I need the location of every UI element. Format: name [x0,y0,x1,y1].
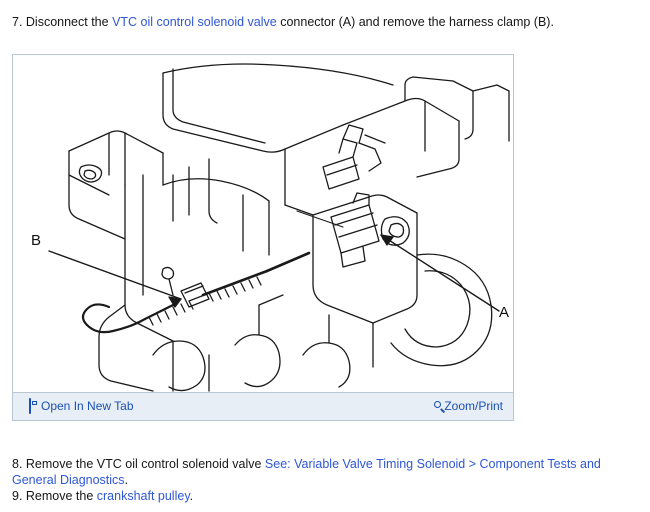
variable-valve-timing-solenoid-link[interactable]: See: Variable Valve Timing Solenoid > Component Tests and General Diagnostics [12,457,601,487]
step-7-prefix: 7. Disconnect the [12,15,113,29]
step-8-prefix: 8. Remove the VTC oil control solenoid valve [12,457,265,471]
new-tab-icon [23,400,36,413]
step-7-suffix: connector (A) and remove the harness clamp (B). [276,15,554,29]
vtc-solenoid-link[interactable]: VTC oil control solenoid valve [112,15,277,29]
figure-image[interactable] [13,55,513,392]
figure-container [12,54,514,421]
step-8-text [12,456,640,488]
open-in-new-tab-label: Open In New Tab [41,399,134,413]
figure-toolbar [13,392,513,420]
step-9-prefix: 9. Remove the [12,489,97,503]
callout-label-a: A [499,304,510,321]
step-7-text [12,14,640,30]
step-8-suffix: . [124,473,129,487]
step-9-suffix: . [189,489,194,503]
step-9-text [12,488,640,504]
zoom-print-button[interactable] [426,400,503,413]
zoom-print-label: Zoom/Print [444,399,503,413]
callout-label-b: B [31,232,42,249]
crankshaft-pulley-link[interactable]: crankshaft pulley [96,489,190,503]
open-in-new-tab-button[interactable] [23,400,134,413]
magnifier-icon [426,400,439,413]
